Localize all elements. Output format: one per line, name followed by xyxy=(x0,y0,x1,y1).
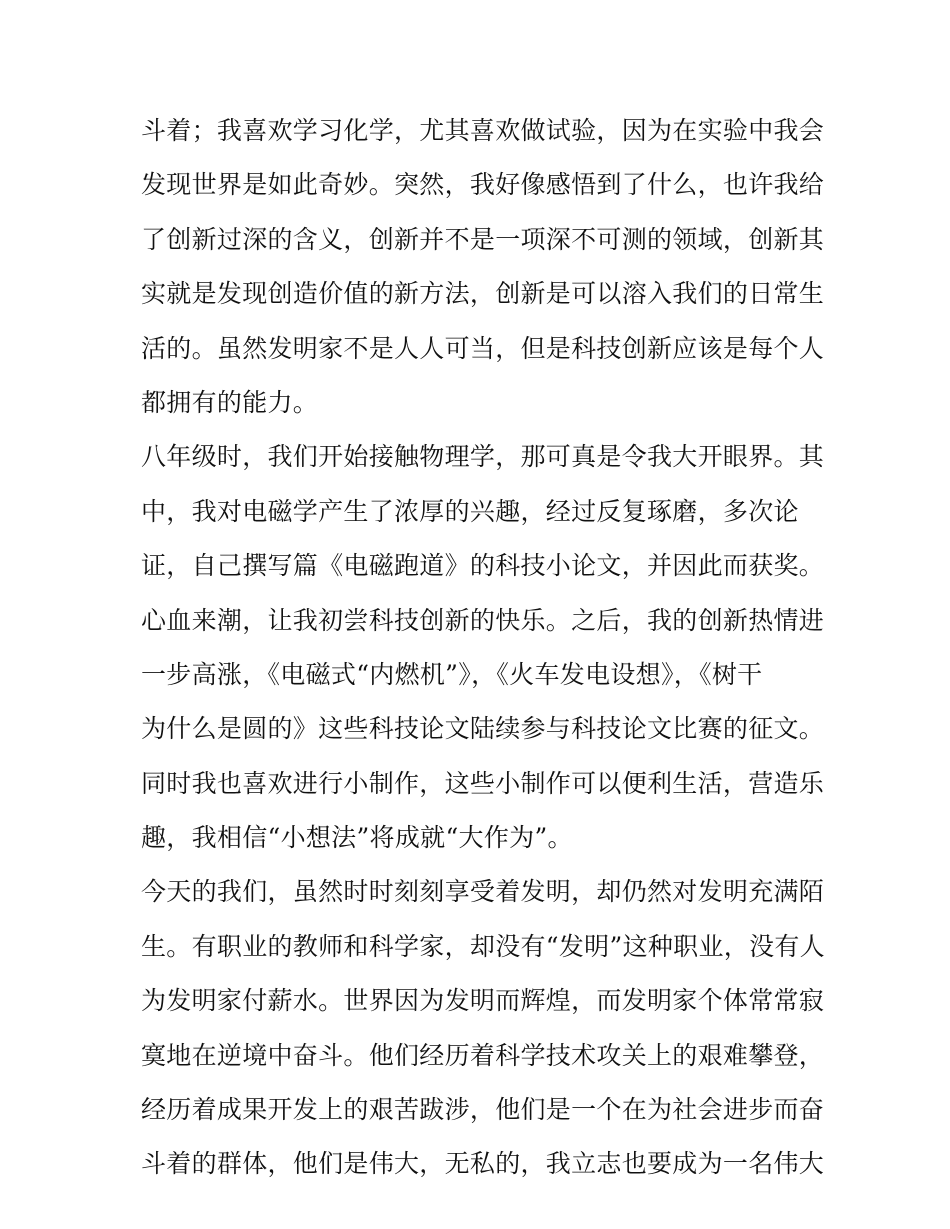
text-line: 实就是发现创造价值的新方法，创新是可以溶入我们的日常生 xyxy=(141,279,825,309)
text-line: 都拥有的能力。 xyxy=(141,387,319,417)
essay-body-text xyxy=(141,104,825,1192)
text-line: 活的。虽然发明家不是人人可当，但是科技创新应该是每个人 xyxy=(141,333,825,363)
text-line: 今天的我们，虽然时时刻刻享受着发明，却仍然对发明充满陌 xyxy=(141,877,825,907)
text-line: 寞地在逆境中奋斗。他们经历着科学技术攻关上的艰难攀登， xyxy=(141,1040,825,1070)
text-line: 斗着；我喜欢学习化学，尤其喜欢做试验，因为在实验中我会 xyxy=(141,116,825,145)
text-line: 一步高涨，《电磁式“内燃机”》，《火车发电设想》，《树干 xyxy=(141,659,763,689)
text-line: 斗着的群体，他们是伟大，无私的，我立志也要成为一名伟大 xyxy=(141,1149,825,1179)
text-line: 生。有职业的教师和科学家，却没有“发明”这种职业，没有人 xyxy=(141,931,825,961)
text-line: 为发明家付薪水。世界因为发明而辉煌，而发明家个体常常寂 xyxy=(141,986,825,1016)
text-line: 心血来潮，让我初尝科技创新的快乐。之后，我的创新热情进 xyxy=(141,605,825,635)
text-line: 经历着成果开发上的艰苦跋涉，他们是一个在为社会进步而奋 xyxy=(141,1095,825,1125)
text-line: 趣，我相信“小想法”将成就“大作为”。 xyxy=(141,823,573,853)
text-line: 为什么是圆的》这些科技论文陆续参与科技论文比赛的征文。 xyxy=(141,714,825,744)
text-line: 发现世界是如此奇妙。突然，我好像感悟到了什么，也许我给 xyxy=(141,170,825,200)
text-line: 同时我也喜欢进行小制作，这些小制作可以便利生活，营造乐 xyxy=(141,768,825,798)
text-line: 证，自己撰写篇《电磁跑道》的科技小论文，并因此而获奖。 xyxy=(141,551,825,581)
text-line: 了创新过深的含义，创新并不是一项深不可测的领域，创新其 xyxy=(141,224,825,254)
text-line: 八年级时，我们开始接触物理学，那可真是令我大开眼界。其 xyxy=(141,442,825,472)
text-line: 中，我对电磁学产生了浓厚的兴趣，经过反复琢磨，多次论 xyxy=(141,496,799,526)
